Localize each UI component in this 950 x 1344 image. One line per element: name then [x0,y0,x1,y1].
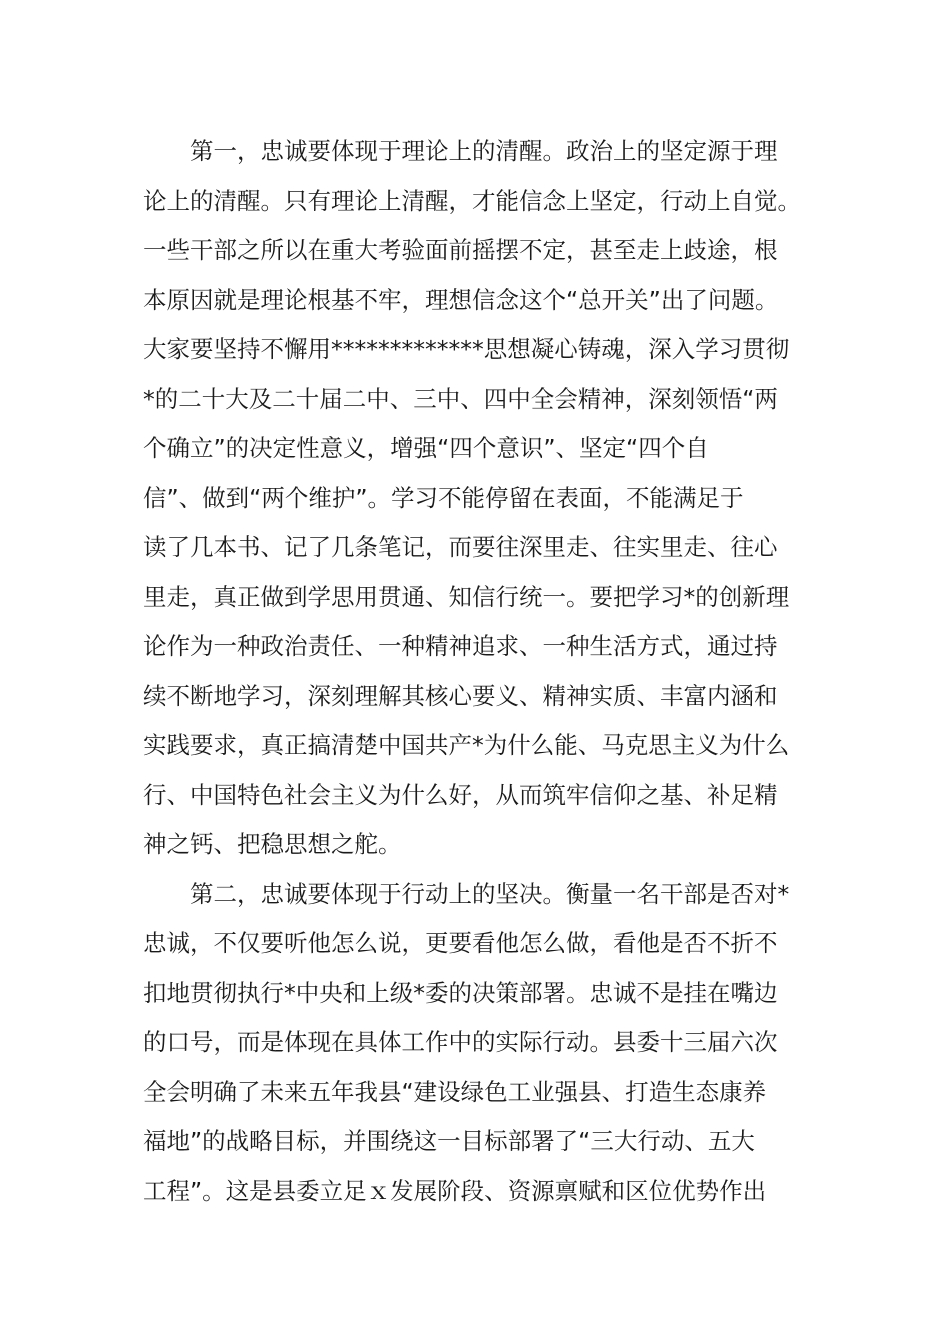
paragraph-line: 工程”。这是县委立足ｘ发展阶段、资源禀赋和区位优势作出 [143,1176,767,1205]
paragraph-line: 论作为一种政治责任、一种精神追求、一种生活方式，通过持 [143,632,778,660]
paragraph-2 [143,870,807,1217]
paragraph-line: 福地”的战略目标，并围绕这一目标部署了“三大行动、五大 [143,1127,755,1155]
paragraph-line: 个确立”的决定性意义，增强“四个意识”、坚定“四个自 [143,434,709,462]
paragraph-line: 第一，忠诚要体现于理论上的清醒。政治上的坚定源于理 [190,137,778,165]
paragraph-line: 本原因就是理论根基不牢，理想信念这个“总开关”出了问题。 [143,285,779,314]
paragraph-line: 的口号，而是体现在具体工作中的实际行动。县委十三届六次 [143,1028,778,1056]
paragraph-line: 忠诚，不仅要听他怎么说，更要看他怎么做，看他是否不折不 [143,929,778,957]
paragraph-line: 续不断地学习，深刻理解其核心要义、精神实质、丰富内涵和 [143,681,778,710]
paragraph-line: 行、中国特色社会主义为什么好，从而筑牢信仰之基、补足精 [143,780,778,809]
paragraph-line: 大家要坚持不懈用*************思想凝心铸魂，深入学习贯彻 [143,335,790,363]
paragraph-line: 信”、做到“两个维护”。学习不能停留在表面，不能满足于 [143,483,744,512]
paragraph-line: 实践要求，真正搞清楚中国共产*为什么能、马克思主义为什么 [143,731,790,759]
paragraph-line: 一些干部之所以在重大考验面前摇摆不定，甚至走上歧途，根 [143,236,778,264]
paragraph-line: 第二，忠诚要体现于行动上的坚决。衡量一名干部是否对* [190,879,790,908]
paragraph-line: 里走，真正做到学思用贯通、知信行统一。要把学习*的创新理 [143,582,790,611]
paragraph-line: 全会明确了未来五年我县“建设绿色工业强县、打造生态康养 [143,1077,767,1106]
paragraph-line: 读了几本书、记了几条笔记，而要往深里走、往实里走、往心 [143,533,778,561]
paragraph-line: 神之钙、把稳思想之舵。 [143,830,402,858]
paragraph-line: 扣地贯彻执行*中央和上级*委的决策部署。忠诚不是挂在嘴边 [143,978,778,1007]
paragraph-line: *的二十大及二十届二中、三中、四中全会精神，深刻领悟“两 [143,384,778,413]
document-body [143,127,807,1216]
paragraph-1 [143,127,807,870]
paragraph-line: 论上的清醒。只有理论上清醒，才能信念上坚定，行动上自觉。 [143,186,801,215]
